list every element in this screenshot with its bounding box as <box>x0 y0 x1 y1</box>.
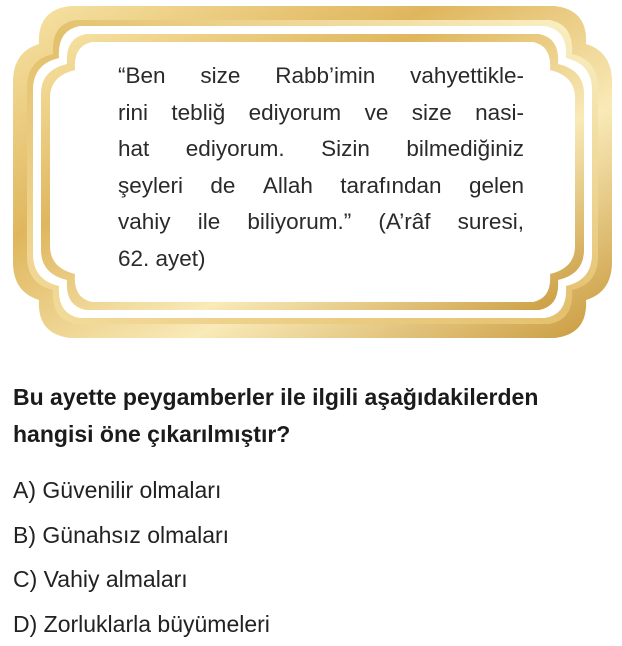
quote-word: Rabb’imin <box>275 58 375 95</box>
question-line-2: hangisi öne çıkarılmıştır? <box>13 416 618 453</box>
quote-word: size <box>200 58 240 95</box>
quote-word: nasi- <box>475 95 524 132</box>
quote-word: ve <box>365 95 389 132</box>
quote-word: (A’râf <box>378 204 430 241</box>
quote-word: biliyorum.” <box>247 204 351 241</box>
quote-line <box>118 204 524 241</box>
quote-line <box>118 168 524 205</box>
quote-line <box>118 58 524 95</box>
quote-line <box>118 241 524 278</box>
quote-word: hat <box>118 131 149 168</box>
answer-options <box>13 468 270 646</box>
quote-word: vahiy <box>118 204 171 241</box>
quote-word: bilmediğiniz <box>406 131 524 168</box>
quote-text <box>118 58 524 278</box>
quote-word: ediyorum <box>249 95 342 132</box>
quote-word: Allah <box>263 168 313 205</box>
quote-word: de <box>210 168 235 205</box>
quote-word: tebliğ <box>171 95 225 132</box>
quote-word: tarafından <box>340 168 441 205</box>
question-line-1: Bu ayette peygamberler ile ilgili aşağıdakilerden <box>13 379 618 416</box>
option-d[interactable]: D) Zorluklarla büyümeleri <box>13 602 270 646</box>
quote-line <box>118 95 524 132</box>
quote-word: 62. ayet) <box>118 241 206 278</box>
option-c[interactable]: C) Vahiy almaları <box>13 557 270 602</box>
quote-word: “Ben <box>118 58 166 95</box>
quote-word: size <box>412 95 452 132</box>
quote-word: Sizin <box>321 131 370 168</box>
quote-line <box>118 131 524 168</box>
quote-word: ediyorum. <box>186 131 285 168</box>
quote-word: ile <box>198 204 221 241</box>
quote-word: gelen <box>469 168 524 205</box>
quote-word: rini <box>118 95 148 132</box>
option-b[interactable]: B) Günahsız olmaları <box>13 513 270 558</box>
quote-word: suresi, <box>458 204 524 241</box>
quote-word: vahyettikle- <box>410 58 524 95</box>
question-text <box>13 379 618 453</box>
option-a[interactable]: A) Güvenilir olmaları <box>13 468 270 513</box>
quote-word: şeyleri <box>118 168 183 205</box>
